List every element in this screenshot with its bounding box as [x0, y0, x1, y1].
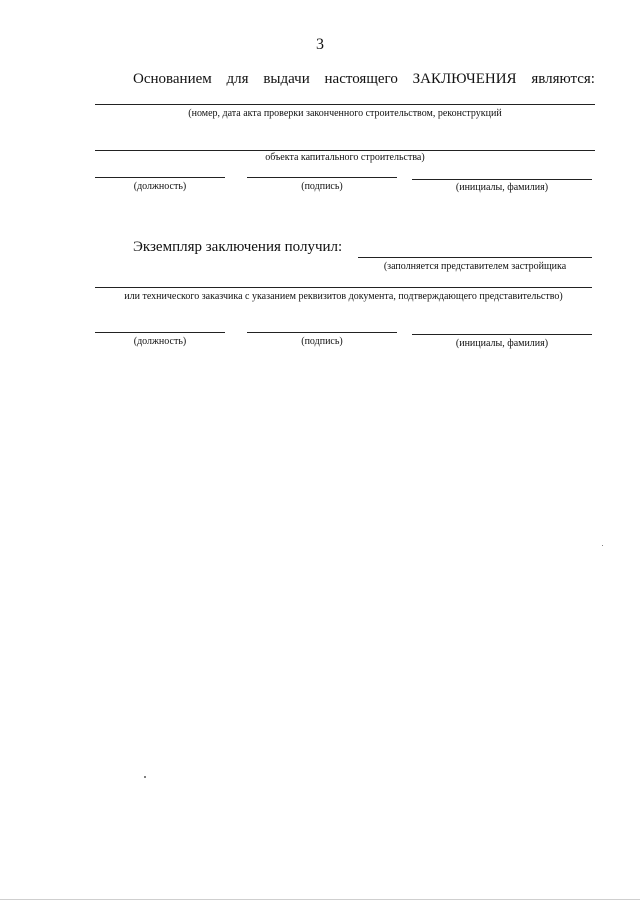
basis-fill-line-1[interactable]	[95, 104, 595, 105]
basis-statement	[133, 71, 595, 88]
name-caption-2: (инициалы, фамилия)	[455, 338, 549, 349]
position-caption-1: (должность)	[133, 181, 187, 192]
scan-speck	[602, 545, 603, 546]
recipient-fill-line-2[interactable]	[95, 287, 592, 288]
signature-caption-1: (подпись)	[301, 181, 343, 192]
name-line-2[interactable]	[412, 334, 592, 335]
recipient-caption-1: (заполняется представителем застройщика	[383, 261, 567, 272]
page-number: 3	[316, 36, 324, 53]
basis-word: являются:	[531, 71, 595, 87]
basis-word: для	[226, 71, 249, 87]
position-line-1[interactable]	[95, 177, 225, 178]
position-line-2[interactable]	[95, 332, 225, 333]
name-caption-1: (инициалы, фамилия)	[455, 182, 549, 193]
position-caption-2: (должность)	[133, 336, 187, 347]
basis-word: выдачи	[263, 71, 310, 87]
name-line-1[interactable]	[412, 179, 592, 180]
basis-caption-2: объекта капитального строительства)	[265, 152, 425, 163]
recipient-caption-2: или технического заказчика с указанием реквизитов документа, подтверждающего представительство)	[124, 291, 563, 302]
signature-line-1[interactable]	[247, 177, 397, 178]
recipient-title: Экземпляр заключения получил:	[133, 239, 343, 255]
signature-line-2[interactable]	[247, 332, 397, 333]
basis-word: ЗАКЛЮЧЕНИЯ	[412, 71, 517, 87]
recipient-fill-line-1[interactable]	[358, 257, 592, 258]
basis-word: Основанием	[133, 71, 212, 87]
basis-word: настоящего	[324, 71, 398, 87]
scan-speck	[144, 776, 146, 778]
basis-fill-line-2[interactable]	[95, 150, 595, 151]
basis-caption-1: (номер, дата акта проверки законченного строительством, реконструкций	[188, 108, 502, 119]
scan-edge-line	[0, 899, 640, 900]
signature-caption-2: (подпись)	[301, 336, 343, 347]
